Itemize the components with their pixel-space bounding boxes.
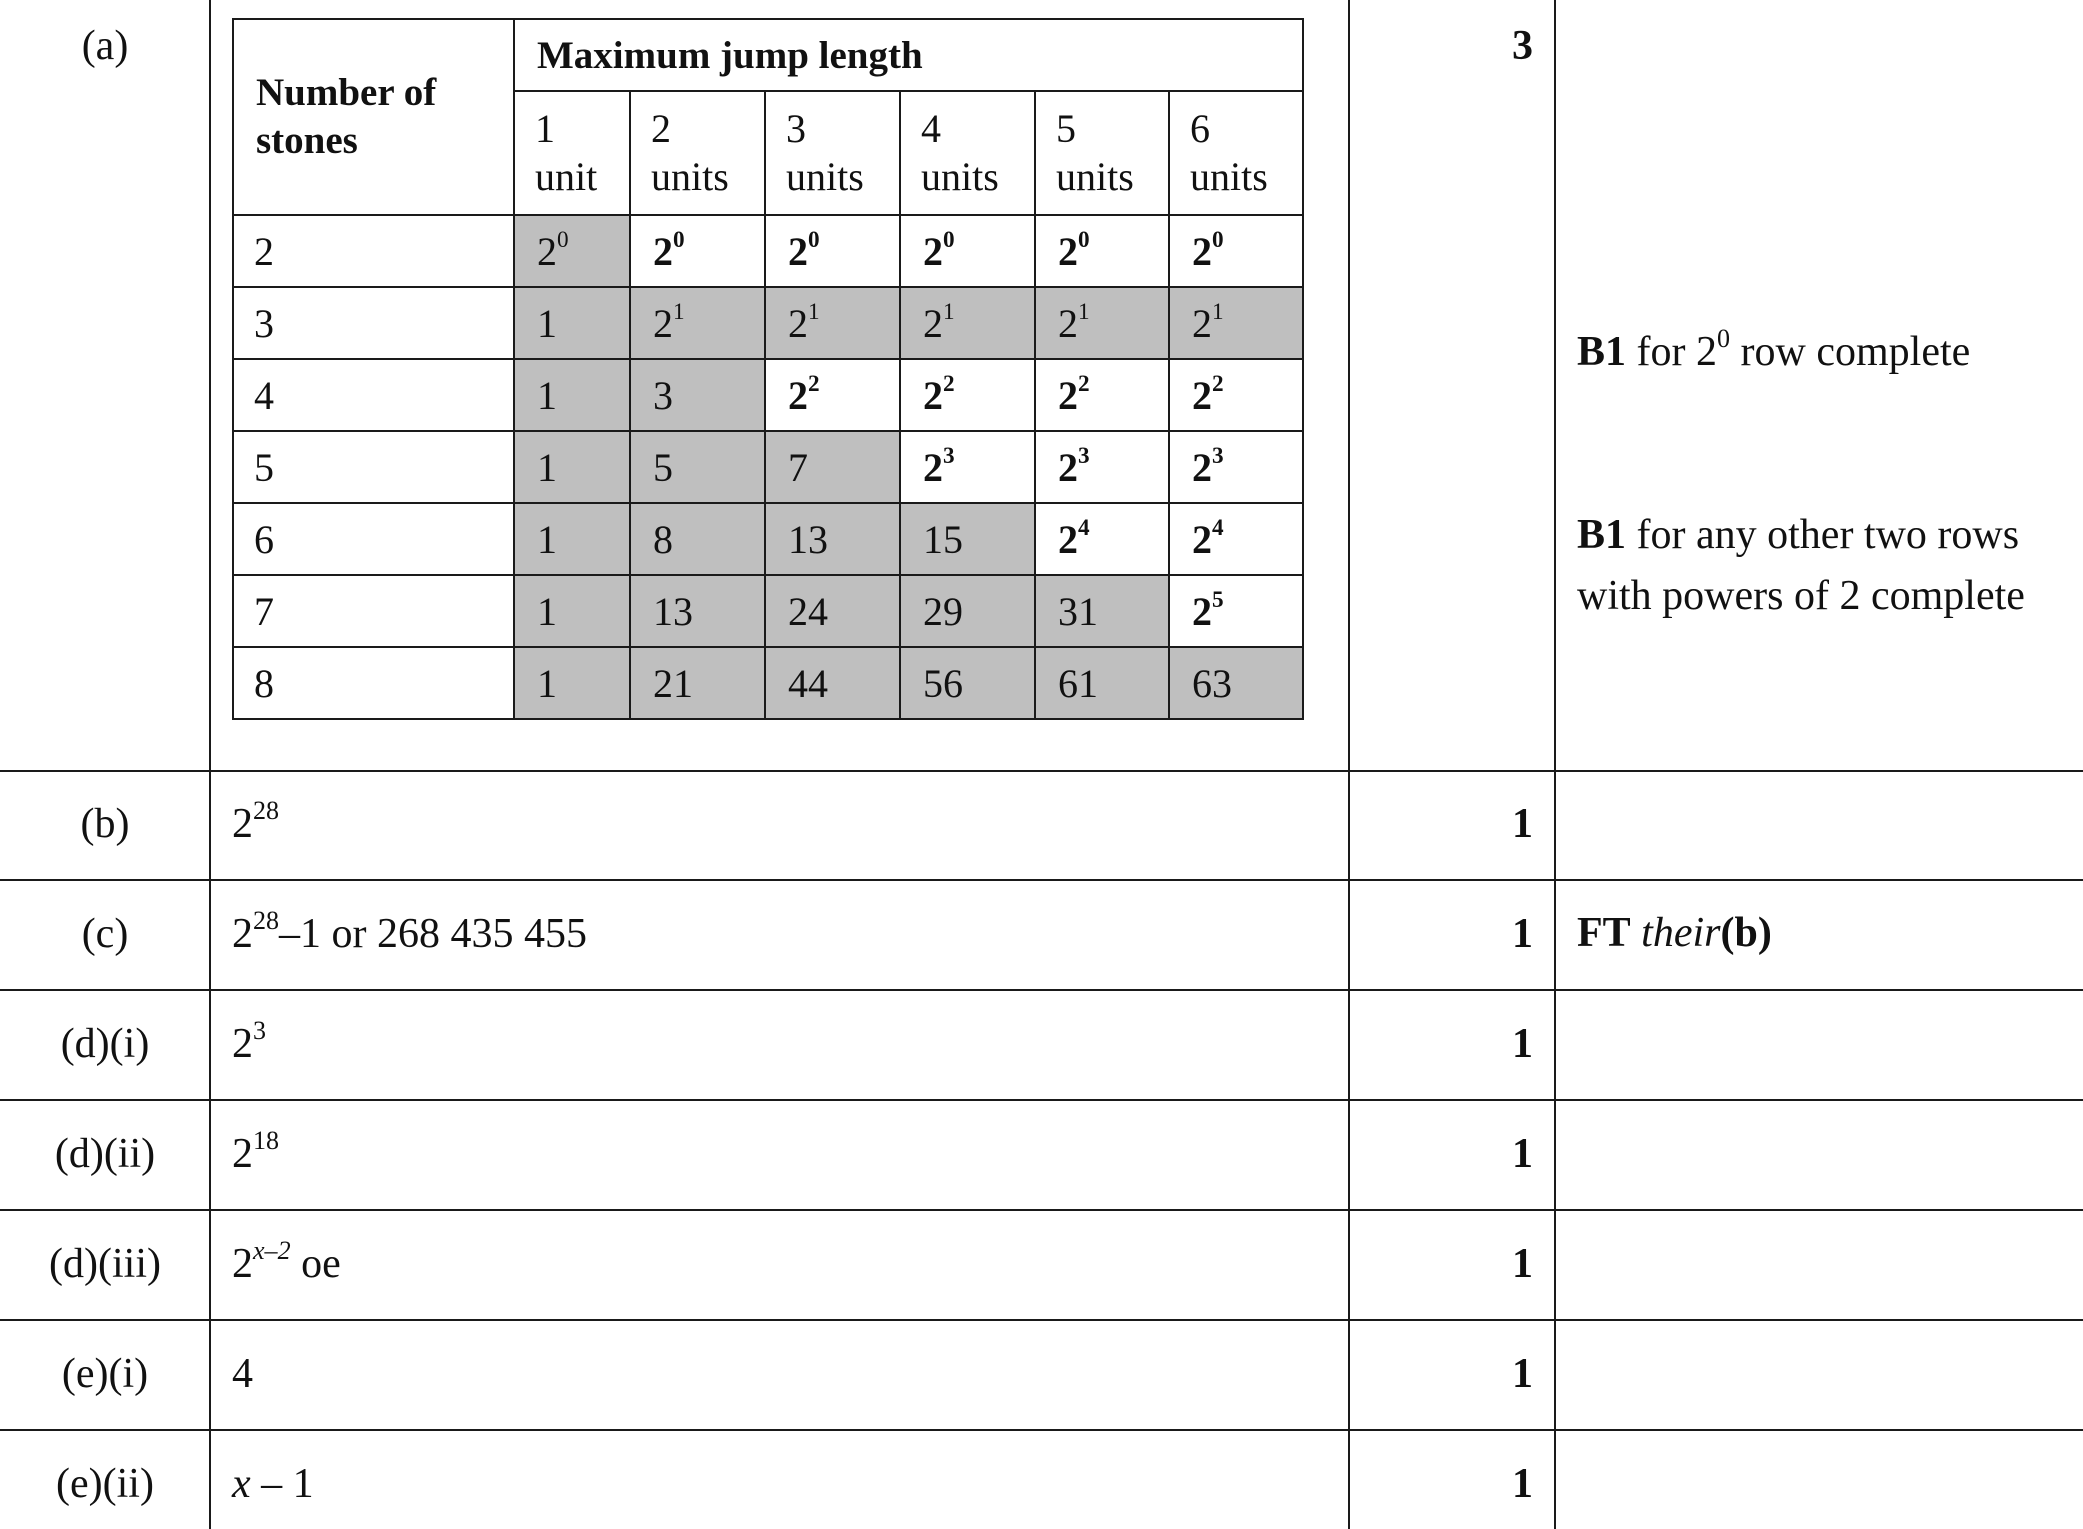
guidance-a-1-code: B1 [1577, 329, 1627, 375]
part-label-b: (b) [80, 801, 130, 847]
cell-value: 2 [923, 444, 943, 490]
cell-exponent: 1 [1212, 299, 1224, 326]
table-cell [1035, 575, 1169, 647]
answer-d-iii-exponent: x–2 [253, 1235, 291, 1265]
row-divider [0, 1099, 2083, 1101]
cell-exponent: 0 [943, 227, 955, 254]
table-cell [1035, 431, 1169, 503]
table-cell [514, 431, 630, 503]
table-row [233, 359, 1303, 431]
cell-exponent: 1 [808, 299, 820, 326]
cell-exponent: 4 [1212, 515, 1224, 542]
table-cell [900, 575, 1035, 647]
cell-value: 2 [788, 372, 808, 418]
column-header-5 [1035, 91, 1169, 215]
cell-exponent: 2 [943, 371, 955, 398]
cell-value: 31 [1058, 588, 1098, 634]
cell-value: 13 [788, 516, 828, 562]
table-row [233, 287, 1303, 359]
cell-value: 2 [1058, 516, 1078, 562]
guidance-a-1 [1577, 322, 2077, 383]
answer-d-ii-exponent: 18 [253, 1125, 280, 1155]
table-cell [765, 359, 900, 431]
guidance-a-1-pre: for 2 [1626, 329, 1717, 375]
table-cell [630, 359, 765, 431]
part-label-d-i: (d)(i) [60, 1021, 150, 1067]
cell-value: 63 [1192, 660, 1232, 706]
column-header-number: 5 [1056, 106, 1076, 151]
table-cell [1169, 359, 1303, 431]
answer-d-i-base: 2 [232, 1021, 253, 1067]
cell-value: 2 [788, 228, 808, 274]
table-row [233, 647, 1303, 719]
table-row [233, 575, 1303, 647]
cell-exponent: 0 [1212, 227, 1224, 254]
cell-value: 29 [923, 588, 963, 634]
cell-exponent: 1 [673, 299, 685, 326]
cell-exponent: 2 [1212, 371, 1224, 398]
answer-d-ii [232, 1125, 280, 1178]
answer-b [232, 795, 280, 848]
table-cell [900, 287, 1035, 359]
guidance-a-1-post: row complete [1730, 329, 1971, 375]
row-stones: 7 [233, 575, 514, 647]
answer-e-ii-variable: x [232, 1461, 251, 1507]
cell-value: 1 [537, 444, 557, 490]
column-header-4 [900, 91, 1035, 215]
table-cell [1169, 575, 1303, 647]
row-stones: 4 [233, 359, 514, 431]
table-cell [1169, 503, 1303, 575]
cell-value: 2 [537, 228, 557, 274]
guidance-a-2-code: B1 [1577, 512, 1627, 558]
table-cell [765, 647, 900, 719]
mark-a: 3 [1512, 23, 1533, 69]
table-cell [1035, 503, 1169, 575]
cell-value: 21 [653, 660, 693, 706]
column-header-number: 2 [651, 106, 671, 151]
table-cell [630, 503, 765, 575]
cell-value: 2 [923, 228, 943, 274]
header-maximum-jump-length: Maximum jump length [514, 19, 1303, 91]
mark-c: 1 [1512, 911, 1533, 957]
table-cell [765, 215, 900, 287]
mark-e-i: 1 [1512, 1351, 1533, 1397]
jump-length-table [232, 18, 1304, 720]
table-cell [630, 287, 765, 359]
cell-value: 44 [788, 660, 828, 706]
answer-c-exponent: 28 [253, 905, 280, 935]
column-divider [209, 0, 211, 1529]
table-row [233, 503, 1303, 575]
table-cell [514, 575, 630, 647]
cell-value: 1 [537, 300, 557, 346]
answer-d-i-exponent: 3 [253, 1015, 267, 1045]
column-header-number: 4 [921, 106, 941, 151]
cell-value: 1 [537, 588, 557, 634]
table-cell [765, 431, 900, 503]
cell-value: 13 [653, 588, 693, 634]
guidance-c [1577, 903, 2077, 964]
answer-e-i: 4 [232, 1351, 253, 1397]
row-divider [0, 1319, 2083, 1321]
cell-exponent: 5 [1212, 587, 1224, 614]
mark-d-iii: 1 [1512, 1241, 1533, 1287]
column-header-unit: units [1190, 154, 1268, 199]
answer-e-ii-rest: – 1 [250, 1461, 314, 1507]
answer-c-base: 2 [232, 911, 253, 957]
column-header-number: 3 [786, 106, 806, 151]
column-header-unit: units [651, 154, 729, 199]
cell-value: 24 [788, 588, 828, 634]
table-cell [900, 431, 1035, 503]
cell-value: 1 [537, 516, 557, 562]
table-cell [630, 647, 765, 719]
cell-value: 3 [653, 372, 673, 418]
row-divider [0, 989, 2083, 991]
answer-b-exponent: 28 [253, 795, 280, 825]
column-header-unit: units [921, 154, 999, 199]
column-header-number: 6 [1190, 106, 1210, 151]
row-stones: 2 [233, 215, 514, 287]
cell-value: 15 [923, 516, 963, 562]
cell-exponent: 1 [943, 299, 955, 326]
column-header-unit: units [786, 154, 864, 199]
part-label-e-ii: (e)(ii) [56, 1461, 154, 1507]
answer-d-ii-base: 2 [232, 1131, 253, 1177]
row-divider [0, 1209, 2083, 1211]
mark-e-ii: 1 [1512, 1461, 1533, 1507]
guidance-a-2 [1577, 505, 2077, 627]
guidance-c-ref: (b) [1720, 910, 1772, 956]
cell-exponent: 0 [673, 227, 685, 254]
cell-value: 2 [923, 300, 943, 346]
table-cell [514, 287, 630, 359]
table-row [233, 215, 1303, 287]
column-header-2 [630, 91, 765, 215]
guidance-a-2-text: for any other two rows with powers of 2 complete [1577, 512, 2025, 619]
cell-exponent: 1 [1078, 299, 1090, 326]
table-cell [1169, 215, 1303, 287]
part-label-e-i: (e)(i) [61, 1351, 149, 1397]
cell-value: 2 [1058, 228, 1078, 274]
cell-value: 2 [1192, 588, 1212, 634]
table-cell [514, 359, 630, 431]
cell-value: 2 [653, 300, 673, 346]
column-header-3 [765, 91, 900, 215]
row-divider [0, 770, 2083, 772]
table-cell [1169, 431, 1303, 503]
guidance-c-code: FT [1577, 910, 1631, 956]
cell-exponent: 0 [808, 227, 820, 254]
column-header-1 [514, 91, 630, 215]
table-cell [900, 647, 1035, 719]
table-cell [900, 503, 1035, 575]
table-cell [630, 575, 765, 647]
cell-exponent: 2 [808, 371, 820, 398]
cell-value: 2 [1192, 300, 1212, 346]
cell-value: 7 [788, 444, 808, 490]
table-cell [1035, 287, 1169, 359]
answer-d-iii-rest: oe [290, 1241, 341, 1287]
row-divider [0, 879, 2083, 881]
answer-d-iii [232, 1235, 341, 1288]
cell-value: 2 [1192, 444, 1212, 490]
cell-exponent: 0 [1078, 227, 1090, 254]
cell-value: 2 [1058, 444, 1078, 490]
cell-value: 2 [923, 372, 943, 418]
cell-value: 56 [923, 660, 963, 706]
cell-value: 2 [1192, 516, 1212, 562]
table-cell [765, 503, 900, 575]
header-number-of-stones: Number of stones [233, 19, 514, 215]
cell-value: 2 [1192, 228, 1212, 274]
column-header-unit: units [1056, 154, 1134, 199]
table-cell [765, 575, 900, 647]
cell-exponent: 3 [1212, 443, 1224, 470]
cell-value: 1 [537, 372, 557, 418]
part-label-c: (c) [81, 911, 129, 957]
table-cell [630, 431, 765, 503]
part-label-a: (a) [81, 23, 129, 69]
table-cell [514, 215, 630, 287]
row-divider [0, 1429, 2083, 1431]
table-cell [514, 647, 630, 719]
row-stones: 6 [233, 503, 514, 575]
column-divider [1348, 0, 1350, 1529]
cell-value: 1 [537, 660, 557, 706]
mark-d-ii: 1 [1512, 1131, 1533, 1177]
cell-value: 2 [1058, 300, 1078, 346]
cell-exponent: 2 [1078, 371, 1090, 398]
cell-value: 2 [1192, 372, 1212, 418]
answer-d-i [232, 1015, 267, 1068]
table-cell [1169, 647, 1303, 719]
row-stones: 3 [233, 287, 514, 359]
cell-value: 5 [653, 444, 673, 490]
answer-d-iii-base: 2 [232, 1241, 253, 1287]
table-cell [1169, 287, 1303, 359]
cell-value: 2 [788, 300, 808, 346]
part-label-d-ii: (d)(ii) [54, 1131, 156, 1177]
column-header-6 [1169, 91, 1303, 215]
answer-e-ii [232, 1460, 314, 1508]
cell-value: 61 [1058, 660, 1098, 706]
answer-b-base: 2 [232, 801, 253, 847]
row-stones: 8 [233, 647, 514, 719]
table-cell [514, 503, 630, 575]
table-row [233, 431, 1303, 503]
table-cell [1035, 215, 1169, 287]
table-cell [630, 215, 765, 287]
table-cell [1035, 359, 1169, 431]
row-stones: 5 [233, 431, 514, 503]
cell-exponent: 0 [557, 227, 569, 254]
column-header-number: 1 [535, 106, 555, 151]
table-cell [765, 287, 900, 359]
guidance-c-italic: their [1641, 910, 1721, 956]
table-cell [1035, 647, 1169, 719]
column-divider [1554, 0, 1556, 1529]
table-cell [900, 215, 1035, 287]
mark-d-i: 1 [1512, 1021, 1533, 1067]
cell-exponent: 3 [1078, 443, 1090, 470]
answer-c [232, 905, 588, 958]
cell-value: 8 [653, 516, 673, 562]
cell-value: 2 [1058, 372, 1078, 418]
column-header-unit: unit [535, 154, 598, 199]
mark-b: 1 [1512, 801, 1533, 847]
part-label-d-iii: (d)(iii) [49, 1241, 161, 1287]
cell-exponent: 4 [1078, 515, 1090, 542]
cell-value: 2 [653, 228, 673, 274]
cell-exponent: 3 [943, 443, 955, 470]
guidance-a-1-sup: 0 [1717, 323, 1731, 353]
answer-c-rest: –1 or 268 435 455 [279, 911, 588, 957]
table-cell [900, 359, 1035, 431]
